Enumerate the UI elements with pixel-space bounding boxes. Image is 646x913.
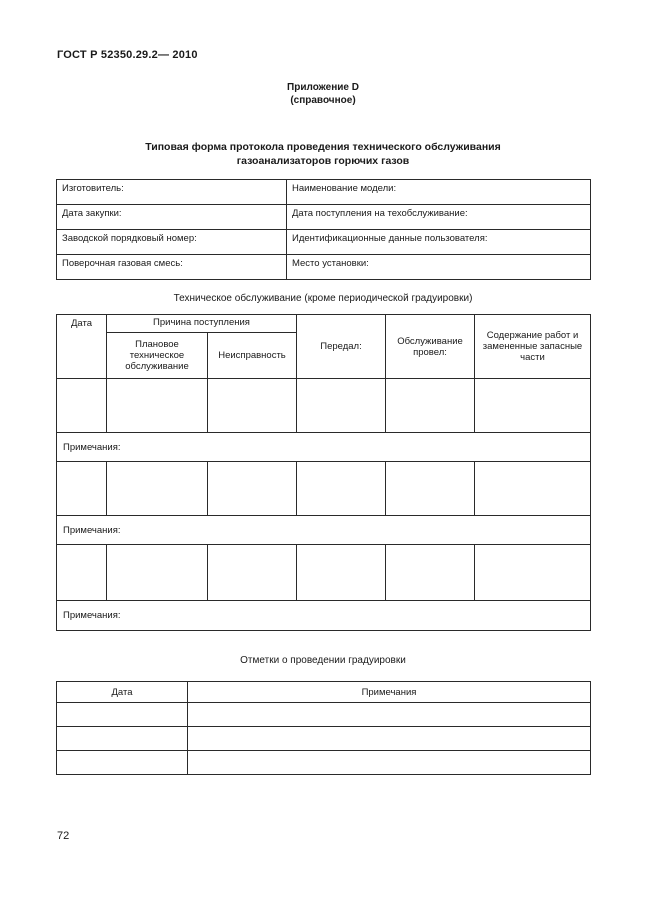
entry-cell[interactable] [107,545,208,601]
entry-cell[interactable] [386,462,475,516]
calibration-caption: Отметки о проведении градуировки [240,655,406,666]
col-content-header: Содержание работ и замененные запасные части [475,315,591,379]
manufacturer-field[interactable]: Изготовитель: [57,180,287,205]
col-fault-header: Неисправность [208,332,297,378]
entry-cell[interactable] [208,379,297,433]
entry-cell[interactable] [57,462,107,516]
calibration-row [57,703,591,727]
entry-cell[interactable] [386,545,475,601]
user-id-field[interactable]: Идентификационные данные пользователя: [287,230,591,255]
calibration-date-cell[interactable] [57,703,188,727]
entry-cell[interactable] [208,462,297,516]
appendix-type: (справочное) [290,95,356,106]
maintenance-entry-row [57,379,591,433]
calibration-gas-field[interactable]: Поверочная газовая смесь: [57,255,287,280]
page-number: 72 [57,830,70,842]
entry-cell[interactable] [386,379,475,433]
calibration-notes-cell[interactable] [188,727,591,751]
notes-row[interactable]: Примечания: [57,516,591,545]
maintenance-entry-row [57,462,591,516]
service-arrival-date-field[interactable]: Дата поступления на техобслуживание: [287,205,591,230]
maintenance-caption: Техническое обслуживание (кроме периодической градуировки) [173,293,473,304]
entry-cell[interactable] [208,545,297,601]
col-serviced-header: Обслуживание провел: [386,315,475,379]
entry-cell[interactable] [297,545,386,601]
col-date-header: Дата [57,315,107,379]
calibration-row [57,751,591,775]
calibration-notes-header: Примечания [188,682,591,703]
notes-row[interactable]: Примечания: [57,433,591,462]
entry-cell[interactable] [297,379,386,433]
entry-cell[interactable] [475,545,591,601]
calibration-date-header: Дата [57,682,188,703]
calibration-date-cell[interactable] [57,751,188,775]
appendix-label: Приложение D [287,82,359,93]
model-name-field[interactable]: Наименование модели: [287,180,591,205]
maintenance-table [56,314,591,631]
calibration-notes-cell[interactable] [188,703,591,727]
entry-cell[interactable] [475,462,591,516]
col-handed-header: Передал: [297,315,386,379]
entry-cell[interactable] [297,462,386,516]
entry-cell[interactable] [107,379,208,433]
calibration-date-cell[interactable] [57,727,188,751]
form-title-line1: Типовая форма протокола проведения технического обслуживания [145,141,501,153]
entry-cell[interactable] [475,379,591,433]
calibration-notes-cell[interactable] [188,751,591,775]
serial-number-field[interactable]: Заводской порядковый номер: [57,230,287,255]
document-header: ГОСТ Р 52350.29.2— 2010 [57,49,198,61]
calibration-table [56,681,591,775]
col-planned-header: Плановое техническое обслуживание [107,332,208,378]
maintenance-entry-row [57,545,591,601]
device-info-table [56,179,591,280]
entry-cell[interactable] [107,462,208,516]
entry-cell[interactable] [57,379,107,433]
form-title-line2: газоанализаторов горючих газов [236,155,410,167]
install-location-field[interactable]: Место установки: [287,255,591,280]
entry-cell[interactable] [57,545,107,601]
col-reason-header: Причина поступления [107,315,297,333]
calibration-row [57,727,591,751]
purchase-date-field[interactable]: Дата закупки: [57,205,287,230]
notes-row[interactable]: Примечания: [57,601,591,631]
